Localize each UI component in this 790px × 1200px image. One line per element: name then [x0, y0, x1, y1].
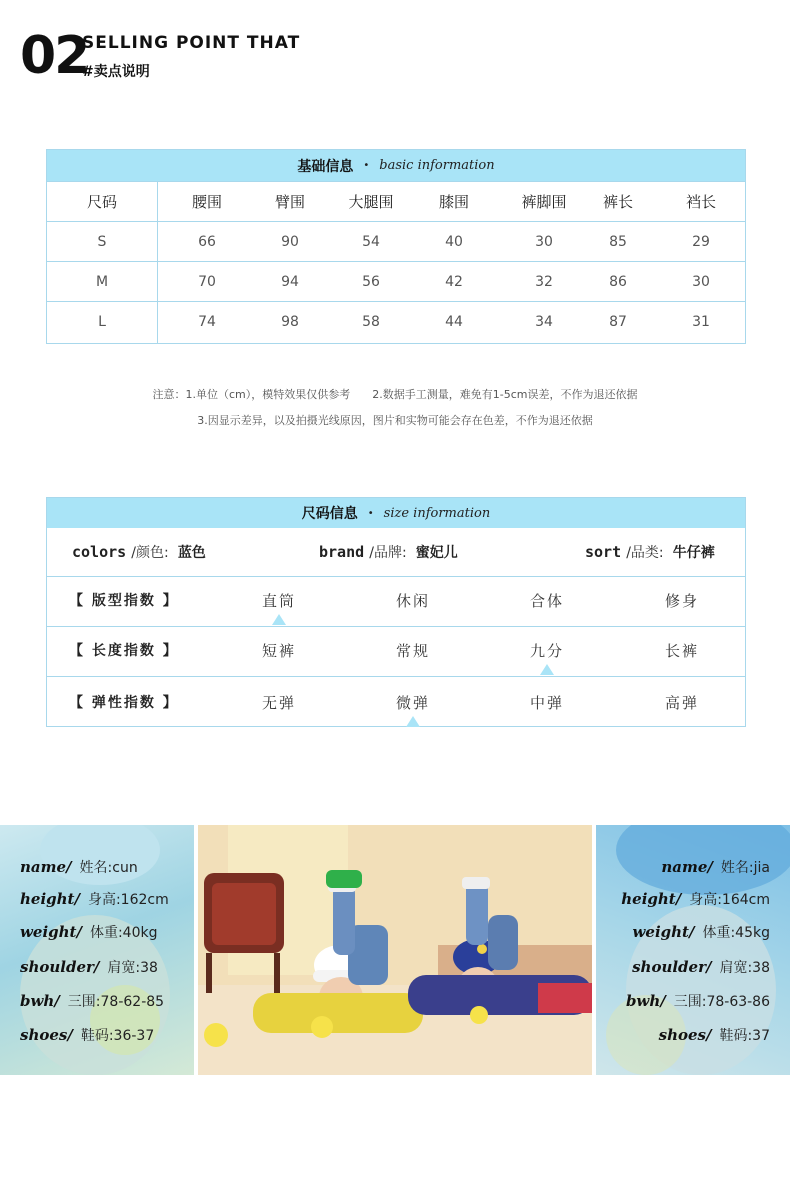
- section-subtitle: #卖点说明: [82, 64, 150, 80]
- models-photo: [198, 825, 592, 1075]
- column-header: 臂围: [274, 193, 306, 211]
- table-cell: M: [95, 274, 109, 290]
- colors-label: /颜色:: [131, 545, 169, 561]
- column-header: 裤脚围: [521, 193, 567, 211]
- sort-label-en: sort: [585, 543, 622, 561]
- column-header: 大腿围: [348, 193, 394, 211]
- size-info-title: 尺码信息: [301, 506, 358, 522]
- measurement-note: 注意：1.单位（cm），模特效果仅供参考 2.数据手工测量，难免有1-5cm误差，不作为退还依据: [152, 388, 638, 401]
- table-cell: 56: [362, 274, 380, 290]
- table-cell: 30: [535, 234, 553, 250]
- stretch-index-marker: [406, 716, 420, 727]
- brand-value: 蜜妃儿: [415, 545, 458, 561]
- index-option: 中弹: [529, 694, 565, 712]
- basic-info-header: [47, 150, 745, 181]
- model-stat: name/ 姓名:jia: [661, 858, 770, 876]
- model-stat: shoes/ 鞋码:37: [658, 1026, 770, 1044]
- model-stat: bwh/ 三围:78-62-85: [20, 992, 165, 1010]
- model-stat: shoes/ 鞋码:36-37: [20, 1026, 155, 1044]
- table-cell: 70: [198, 274, 216, 290]
- table-cell: S: [97, 234, 107, 250]
- fit-index-marker: [272, 614, 286, 625]
- table-cell: 74: [198, 314, 216, 330]
- table-row: [47, 221, 745, 262]
- color-attribute: [72, 528, 206, 576]
- index-option: 常规: [395, 642, 431, 660]
- table-cell: 58: [362, 314, 380, 330]
- brand-label-en: brand: [319, 543, 365, 561]
- title-dot: •: [367, 507, 374, 519]
- index-option: 合体: [529, 592, 565, 610]
- table-cell: 87: [609, 314, 627, 330]
- sort-label: /品类:: [626, 545, 664, 561]
- table-cell: 54: [362, 234, 380, 250]
- basic-info-title: 基础信息: [297, 158, 354, 175]
- model-stat: shoulder/ 肩宽:38: [632, 958, 770, 976]
- left-model-panel: [0, 825, 194, 1075]
- fit-index-row: [47, 576, 745, 627]
- product-attributes: [47, 528, 745, 576]
- table-cell: 30: [692, 274, 710, 290]
- index-option: 休闲: [395, 592, 431, 610]
- model-stat: height/ 身高:162cm: [20, 890, 169, 908]
- table-cell: L: [98, 314, 106, 330]
- model-stat: height/ 身高:164cm: [621, 890, 770, 908]
- size-info-header: [47, 498, 745, 528]
- table-row: [47, 301, 745, 342]
- model-stat: weight/ 体重:40kg: [20, 923, 158, 941]
- basic-info-title-en: basic information: [379, 158, 495, 173]
- index-option: 修身: [664, 592, 700, 610]
- index-option: 长裤: [664, 642, 700, 660]
- table-cell: 66: [198, 234, 216, 250]
- model-info-band: [0, 825, 790, 1075]
- index-option: 直筒: [261, 592, 297, 610]
- table-cell: 44: [445, 314, 463, 330]
- table-row: [47, 261, 745, 302]
- index-option: 短裤: [261, 642, 297, 660]
- table-cell: 40: [445, 234, 463, 250]
- table-cell: 42: [445, 274, 463, 290]
- sort-attribute: [585, 528, 715, 576]
- stretch-index-label: 【 弹性指数 】: [69, 695, 179, 711]
- fit-index-label: 【 版型指数 】: [69, 593, 179, 609]
- table-cell: 98: [281, 314, 299, 330]
- model-stat: weight/ 体重:45kg: [632, 923, 770, 941]
- index-option: 九分: [529, 642, 565, 660]
- column-header: 裤长: [602, 193, 634, 211]
- column-header: 尺码: [86, 193, 118, 211]
- stretch-index-row: [47, 676, 745, 727]
- table-cell: 34: [535, 314, 553, 330]
- column-header: 腰围: [191, 193, 223, 211]
- table-cell: 31: [692, 314, 710, 330]
- sort-value: 牛仔裤: [672, 545, 715, 561]
- index-option: 无弹: [261, 694, 297, 712]
- table-cell: 86: [609, 274, 627, 290]
- model-stat: bwh/ 三围:78-63-86: [625, 992, 770, 1010]
- colors-value: 蓝色: [177, 545, 206, 561]
- brand-attribute: [319, 528, 458, 576]
- table-cell: 90: [281, 234, 299, 250]
- column-header: 裆长: [685, 193, 717, 211]
- colors-label-en: colors: [72, 543, 127, 561]
- table-header-row: [47, 181, 745, 222]
- models-illustration: [198, 825, 592, 1075]
- length-index-label: 【 长度指数 】: [69, 643, 179, 659]
- index-option: 微弹: [395, 694, 431, 712]
- model-stat: name/ 姓名:cun: [20, 858, 138, 876]
- basic-info-table: [46, 149, 746, 344]
- section-title: SELLING POINT THAT: [82, 33, 301, 53]
- index-option: 高弹: [664, 694, 700, 712]
- size-info-table: [46, 497, 746, 727]
- model-stat: shoulder/ 肩宽:38: [20, 958, 158, 976]
- table-cell: 32: [535, 274, 553, 290]
- color-note: 3.因显示差异，以及拍摄光线原因，图片和实物可能会存在色差，不作为退还依据: [197, 414, 593, 427]
- title-dot: •: [363, 160, 370, 171]
- length-index-marker: [540, 664, 554, 675]
- column-header: 膝围: [438, 193, 470, 211]
- section-number: 02: [20, 26, 89, 86]
- brand-label: /品牌:: [369, 545, 407, 561]
- length-index-row: [47, 626, 745, 677]
- size-info-title-en: size information: [383, 505, 491, 521]
- table-cell: 85: [609, 234, 627, 250]
- table-cell: 94: [281, 274, 299, 290]
- right-model-panel: [596, 825, 790, 1075]
- table-cell: 29: [692, 234, 710, 250]
